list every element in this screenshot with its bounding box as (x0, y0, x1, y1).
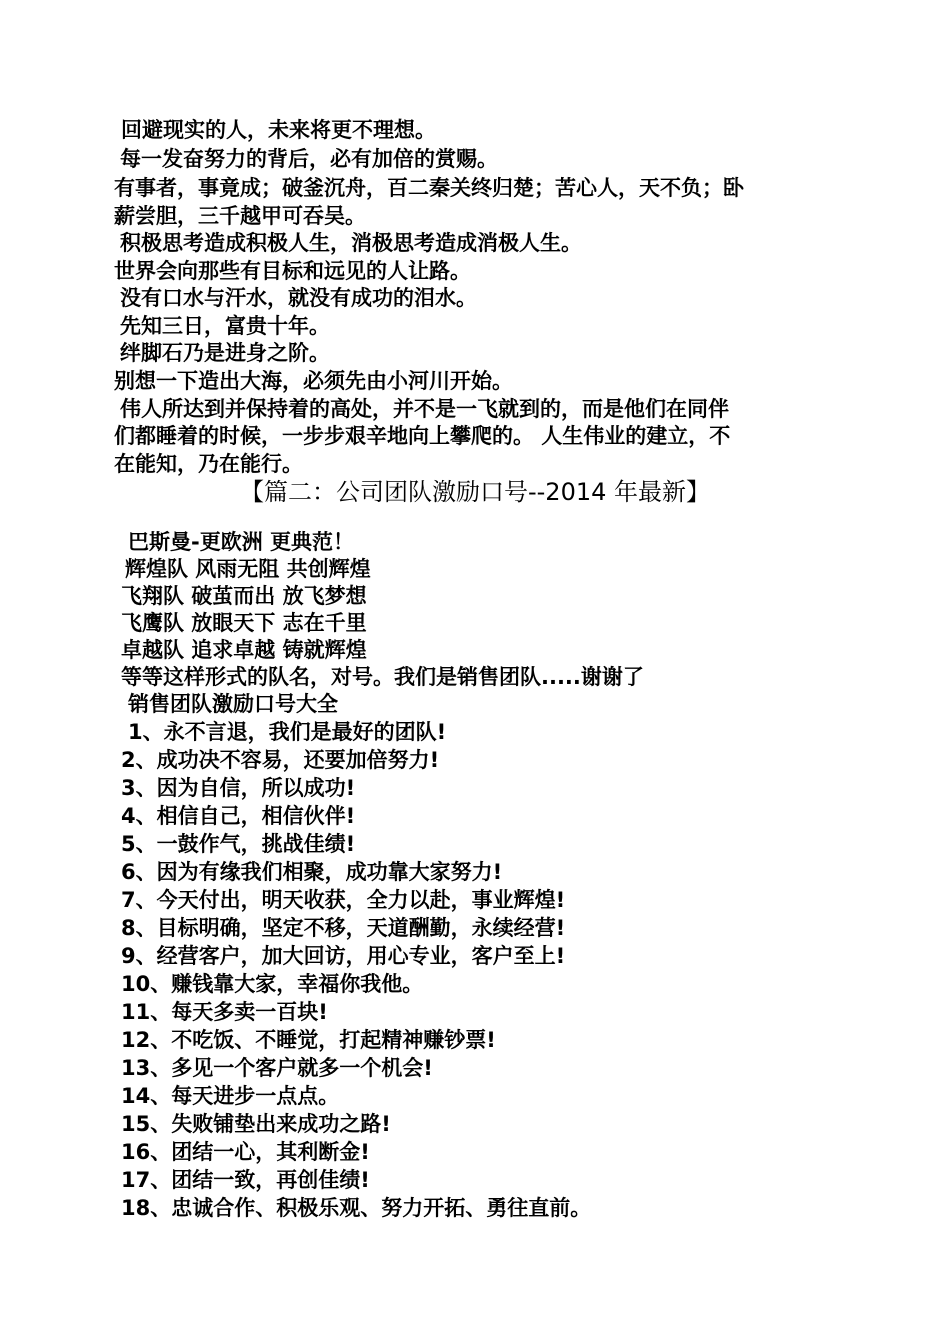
intro-line: 绊脚石乃是进身之阶。 (120, 341, 330, 365)
intro-line: 每一发奋努力的背后，必有加倍的赏赐。 (120, 147, 498, 171)
slogan-item: 3、因为自信，所以成功! (121, 776, 356, 800)
intro-line: 伟人所达到并保持着的高处，并不是一飞就到的，而是他们在同伴 (120, 397, 729, 421)
slogan-item: 4、相信自己，相信伙伴! (121, 804, 356, 828)
slogan-item: 2、成功决不容易，还要加倍努力! (121, 748, 440, 772)
team-line: 飞鹰队 放眼天下 志在千里 (121, 611, 367, 635)
team-line: 巴斯曼-更欧洲 更典范！ (128, 530, 355, 554)
team-line: 辉煌队 风雨无阻 共创辉煌 (125, 557, 371, 581)
slogan-item: 13、多见一个客户就多一个机会! (121, 1056, 433, 1080)
intro-line: 回避现实的人，未来将更不理想。 (121, 118, 436, 142)
slogan-item: 6、因为有缘我们相聚，成功靠大家努力! (121, 860, 503, 884)
slogan-item: 10、赚钱靠大家，幸福你我他。 (121, 972, 424, 996)
intro-line: 积极思考造成积极人生，消极思考造成消极人生。 (120, 231, 582, 255)
slogan-item: 1、永不言退，我们是最好的团队! (128, 720, 447, 744)
intro-line: 们都睡着的时候，一步步艰辛地向上攀爬的。 人生伟业的建立，不 (114, 424, 731, 448)
team-line: 卓越队 追求卓越 铸就辉煌 (121, 638, 367, 662)
slogan-item: 7、今天付出，明天收获，全力以赴，事业辉煌! (121, 888, 566, 912)
slogan-item: 11、每天多卖一百块! (121, 1000, 328, 1024)
slogan-item: 5、一鼓作气，挑战佳绩! (121, 832, 356, 856)
intro-line: 在能知，乃在能行。 (114, 452, 303, 476)
section-heading: 【篇二：公司团队激励口号--2014 年最新】 (239, 478, 711, 506)
intro-line: 先知三日，富贵十年。 (120, 314, 330, 338)
team-line: 飞翔队 破茧而出 放飞梦想 (121, 584, 367, 608)
slogan-item: 14、每天进步一点点。 (121, 1084, 340, 1108)
intro-line: 没有口水与汗水，就没有成功的泪水。 (120, 286, 477, 310)
slogan-item: 9、经营客户，加大回访，用心专业，客户至上! (121, 944, 566, 968)
team-line: 等等这样形式的队名，对号。我们是销售团队.....谢谢了 (121, 665, 644, 689)
slogan-item: 16、团结一心，其利断金! (121, 1140, 370, 1164)
intro-line: 薪尝胆，三千越甲可吞吴。 (114, 204, 366, 228)
slogan-item: 17、团结一致，再创佳绩! (121, 1168, 370, 1192)
team-line: 销售团队激励口号大全 (128, 692, 338, 716)
intro-line: 别想一下造出大海，必须先由小河川开始。 (114, 369, 513, 393)
slogan-item: 15、失败铺垫出来成功之路! (121, 1112, 391, 1136)
slogan-item: 8、目标明确，坚定不移，天道酬勤，永续经营! (121, 916, 566, 940)
intro-line: 有事者，事竟成；破釜沉舟，百二秦关终归楚；苦心人，天不负；卧 (114, 176, 744, 200)
slogan-item: 18、忠诚合作、积极乐观、努力开拓、勇往直前。 (121, 1196, 592, 1220)
slogan-item: 12、不吃饭、不睡觉，打起精神赚钞票! (121, 1028, 496, 1052)
intro-line: 世界会向那些有目标和远见的人让路。 (114, 259, 471, 283)
